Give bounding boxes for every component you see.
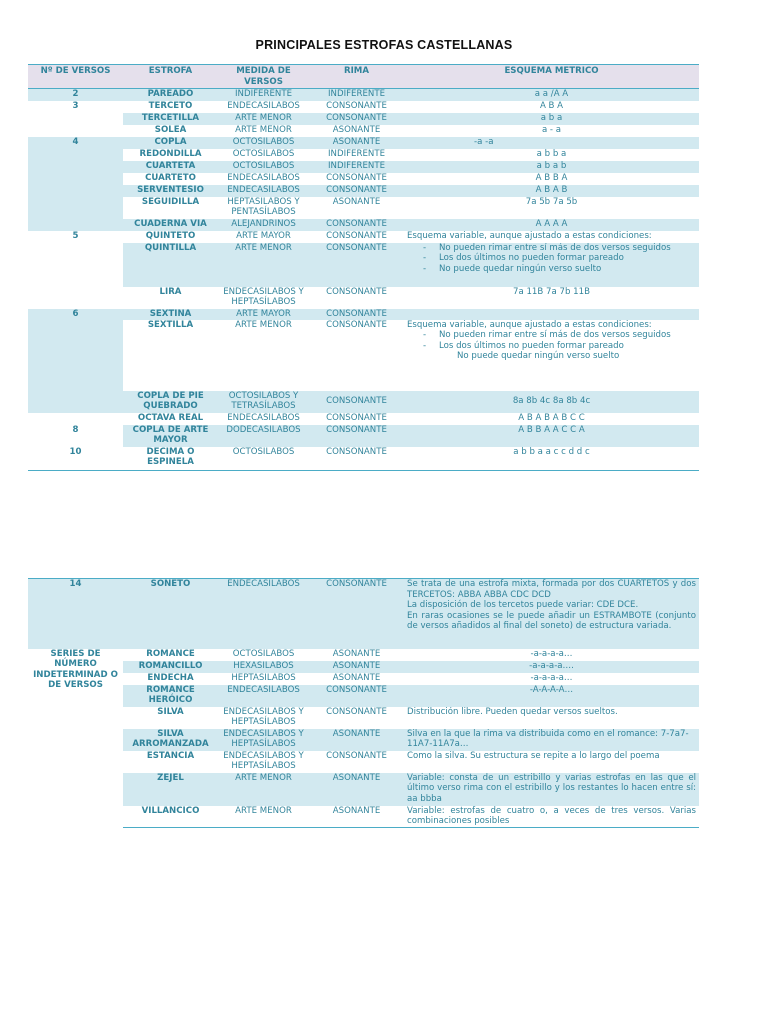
estrofa-name: PAREADO	[123, 89, 218, 101]
table-row	[28, 89, 699, 101]
estrofa-name: CUARTETO	[145, 172, 196, 183]
medida-value: ARTE MENOR	[218, 806, 309, 828]
group-number	[28, 413, 123, 425]
esquema-value: Variable: consta de un estribillo y varias estrofas en las que el último verso rima con el estribillo y los restantes lo hacen entre sí: aa bbba	[404, 773, 699, 806]
table-row	[28, 309, 699, 320]
medida-value: ENDECASÍLABOS Y HEPTASÍLABOS	[223, 750, 304, 772]
esquema-value: -a-a-a-a….	[404, 661, 699, 673]
rima-value: CONSONANTE	[309, 685, 404, 707]
rima-value: ASONANTE	[309, 773, 404, 806]
header-medida: MEDIDA DE VERSOS	[218, 65, 309, 89]
table-row	[28, 125, 699, 137]
estrofa-name: COPLA	[123, 137, 218, 149]
esquema-value: A B A	[539, 100, 564, 111]
table-row	[28, 161, 699, 173]
esquema-value: A A A A	[404, 219, 699, 231]
rima-value: INDIFERENTE	[309, 89, 404, 101]
medida-value: ENDECASÍLABOS	[227, 172, 300, 183]
medida-value: ALEJANDRINOS	[218, 219, 309, 231]
esquema-value: -A-A-A-A…	[404, 685, 699, 707]
table-row	[28, 320, 699, 391]
esquema-value: a - a	[541, 124, 562, 135]
table-row	[28, 729, 699, 751]
rima-value: CONSONANTE	[326, 286, 387, 297]
table-row	[28, 649, 699, 661]
rima-value: INDIFERENTE	[309, 161, 404, 173]
medida-value: ARTE MAYOR	[218, 309, 309, 320]
condition-item: - No pueden rimar entre sí más de dos versos seguidos	[407, 330, 696, 341]
esquema-value: Distribución libre. Pueden quedar versos sueltos.	[407, 706, 618, 717]
rima-value: CONSONANTE	[326, 230, 387, 241]
table-row	[28, 751, 699, 773]
medida-value: OCTOSÍLABOS	[218, 447, 309, 471]
rima-value: CONSONANTE	[309, 425, 404, 447]
table-row	[28, 231, 699, 243]
table-row	[28, 773, 699, 806]
estrofa-name: COPLA DE ARTE MAYOR	[123, 425, 218, 447]
medida-value: ARTE MENOR	[218, 773, 309, 806]
esquema-description	[404, 579, 699, 649]
estrofa-name: SILVA	[157, 706, 184, 717]
estrofa-name: VILLANCICO	[123, 806, 218, 828]
esquema-value: a b b a a c c d d c	[404, 447, 699, 471]
medida-value: ENDECASÍLABOS	[218, 185, 309, 197]
estrofa-name: REDONDILLA	[139, 148, 202, 159]
group-number: 3	[72, 100, 79, 111]
rima-value: CONSONANTE	[309, 579, 404, 649]
medida-value: OCTOSÍLABOS	[218, 137, 309, 149]
medida-value: ENDECASÍLABOS	[227, 100, 300, 111]
table-row	[28, 287, 699, 309]
estrofa-name: QUINTETO	[145, 230, 196, 241]
esquema-value: A B B A A C C A	[404, 425, 699, 447]
table-row	[28, 661, 699, 673]
esquema-line: La disposición de los tercetos puede variar: CDE DCE.	[407, 600, 639, 611]
estrofa-name: TERCETILLA	[123, 113, 218, 125]
rima-value: ASONANTE	[309, 661, 404, 673]
esquema-value	[404, 309, 699, 320]
table-row	[28, 101, 699, 113]
rima-value: CONSONANTE	[309, 113, 404, 125]
medida-value: HEXASÍLABOS	[218, 661, 309, 673]
esquema-conditions	[404, 320, 699, 391]
rima-value: ASONANTE	[309, 806, 404, 828]
table-row	[28, 806, 699, 828]
condition-item: - No pueden rimar entre sí más de dos versos seguidos	[407, 243, 696, 254]
esquema-value: A B A B A B C C	[518, 412, 585, 423]
header-row	[28, 65, 699, 89]
esquema-value: Silva en la que la rima va distribuida como en el romance: 7-7a7-11A7-11A7a…	[404, 729, 699, 751]
medida-value: ENDECASÍLABOS Y HEPTASÍLABOS	[223, 286, 304, 308]
rima-value: CONSONANTE	[326, 172, 387, 183]
group-number: 4	[28, 137, 123, 231]
table-row	[28, 707, 699, 729]
esquema-value: -a-a-a-a…	[530, 648, 573, 659]
estrofa-name: CUADERNA VÍA	[123, 219, 218, 231]
rima-value: CONSONANTE	[326, 706, 387, 717]
esquema-value: a b b a	[536, 148, 567, 159]
esquema-value: A B A B	[404, 185, 699, 197]
table-row	[28, 137, 699, 149]
esquema-value: -a-a-a-a…	[530, 672, 573, 683]
rima-value: CONSONANTE	[326, 100, 387, 111]
estrofa-name: ROMANCILLO	[123, 661, 218, 673]
table-row	[28, 185, 699, 197]
medida-value: OCTOSÍLABOS	[218, 161, 309, 173]
rima-value: CONSONANTE	[326, 319, 387, 330]
estrofa-name: ZÉJEL	[123, 773, 218, 806]
medida-value: ENDECASÍLABOS	[227, 412, 300, 423]
medida-value: ENDECASÍLABOS	[218, 685, 309, 707]
rima-value: ASONANTE	[309, 137, 404, 149]
table-row	[28, 391, 699, 413]
group-number: 14	[28, 579, 123, 649]
estrofa-name: SILVA ARROMANZADA	[123, 729, 218, 751]
medida-value: HEPTASÍLABOS Y PENTASÍLABOS	[227, 196, 300, 218]
estrofas-table-continued	[28, 578, 699, 828]
rima-value: CONSONANTE	[309, 219, 404, 231]
esquema-value: 8a 8b 4c 8a 8b 4c	[404, 391, 699, 413]
condition-item: - Los dos últimos no pueden formar pareado	[407, 341, 696, 352]
medida-value: ARTE MENOR	[235, 319, 292, 330]
table-row	[28, 243, 699, 287]
esquema-value: 7a 5b 7a 5b	[525, 196, 578, 207]
medida-value: ARTE MENOR	[235, 124, 292, 135]
table-row	[28, 149, 699, 161]
header-versos: Nº DE VERSOS	[28, 65, 123, 89]
table-row	[28, 579, 699, 649]
rima-value: CONSONANTE	[309, 243, 404, 287]
rima-value: ASONANTE	[309, 729, 404, 751]
estrofa-name: ROMANCE	[146, 648, 195, 659]
group-number: 6	[28, 309, 123, 413]
esquema-value: a b a b	[404, 161, 699, 173]
rima-value: CONSONANTE	[309, 185, 404, 197]
rima-value: INDIFERENTE	[328, 148, 385, 159]
medida-value: ENDECASÍLABOS Y HEPTASÍLABOS	[218, 729, 309, 751]
table-row	[28, 447, 699, 471]
group-number: 8	[28, 425, 123, 447]
estrofa-name: ROMANCE HERÓICO	[123, 685, 218, 707]
medida-value: OCTOSÍLABOS	[232, 648, 295, 659]
medida-value: HEPTASÍLABOS	[231, 672, 296, 683]
estrofa-name: QUINTILLA	[123, 243, 218, 287]
medida-value: DODECASÍLABOS	[218, 425, 309, 447]
rima-value: CONSONANTE	[309, 391, 404, 413]
medida-value: ARTE MENOR	[218, 243, 309, 287]
rima-value: ASONANTE	[332, 672, 381, 683]
estrofa-name: SERVENTESIO	[123, 185, 218, 197]
medida-value: ENDECASÍLABOS Y HEPTASÍLABOS	[223, 706, 304, 728]
esquema-value: a a /A A	[404, 89, 699, 101]
medida-value: ARTE MENOR	[218, 113, 309, 125]
table-row	[28, 197, 699, 219]
table-row	[28, 673, 699, 685]
estrofa-name: SEGUIDILLA	[141, 196, 200, 207]
condition-item: - No puede quedar ningún verso suelto	[407, 264, 696, 275]
esquema-value: Como la silva. Su estructura se repite a lo largo del poema	[407, 750, 660, 761]
rima-value: ASONANTE	[332, 196, 381, 207]
estrofa-name: CUARTETA	[123, 161, 218, 173]
group-number: 10	[28, 447, 123, 471]
table-row	[28, 413, 699, 425]
rima-value: ASONANTE	[332, 124, 381, 135]
group-number: 2	[28, 89, 123, 101]
estrofa-name: SEXTINA	[123, 309, 218, 320]
esquema-line: En raras ocasiones se le puede añadir un ESTRAMBOTE (conjunto de versos añadidos al final del soneto) de estructura variada.	[407, 610, 696, 632]
esquema-value: -a -a	[404, 137, 699, 149]
header-esquema: ESQUEMA METRICO	[404, 65, 699, 89]
table-row	[28, 173, 699, 185]
medida-value: ARTE MAYOR	[236, 230, 291, 241]
table-row	[28, 425, 699, 447]
estrofa-name: ENDECHA	[147, 672, 194, 683]
esquema-value: a b a	[404, 113, 699, 125]
rima-value: ASONANTE	[332, 648, 381, 659]
medida-value: ENDECASÍLABOS	[218, 579, 309, 649]
estrofa-name: TERCETO	[148, 100, 193, 111]
condition-item: - Los dos últimos no pueden formar pareado	[407, 253, 696, 264]
table-row	[28, 219, 699, 231]
esquema-line: Se trata de una estrofa mixta, formada por dos CUARTETOS y dos TERCETOS: ABBA ABBA CDC DCD	[407, 579, 696, 600]
estrofa-name: OCTAVA REAL	[137, 412, 204, 423]
esquema-value: 7a 11B 7a 7b 11B	[513, 286, 590, 297]
table-row	[28, 685, 699, 707]
esquema-value: Esquema variable, aunque ajustado a estas condiciones:	[407, 230, 652, 241]
esquema-value: A B B A	[535, 172, 568, 183]
esquema-conditions	[404, 243, 699, 287]
condition-item: No puede quedar ningún verso suelto	[457, 351, 620, 362]
estrofa-name: COPLA DE PIE QUEBRADO	[123, 391, 218, 413]
estrofa-name: SEXTILLA	[147, 319, 194, 330]
esquema-value: Variable: estrofas de cuatro o, a veces de tres versos. Varias combinaciones posibles	[404, 806, 699, 828]
header-rima: RIMA	[309, 65, 404, 89]
rima-value: CONSONANTE	[309, 309, 404, 320]
estrofa-name: ESTANCIA	[146, 750, 195, 761]
header-estrofa: ESTROFA	[123, 65, 218, 89]
rima-value: CONSONANTE	[326, 412, 387, 423]
medida-value: OCTOSÍLABOS	[232, 148, 295, 159]
medida-value: OCTOSÍLABOS Y TETRASÍLABOS	[218, 391, 309, 413]
rima-value: CONSONANTE	[309, 447, 404, 471]
page-title: PRINCIPALES ESTROFAS CASTELLANAS	[255, 38, 513, 52]
medida-value: INDIFERENTE	[218, 89, 309, 101]
esquema-intro: Esquema variable, aunque ajustado a estas condiciones:	[407, 319, 652, 330]
estrofa-name: SOLEÁ	[154, 124, 187, 135]
table-row	[28, 113, 699, 125]
estrofa-name: DÉCIMA O ESPINELA	[123, 447, 218, 471]
estrofa-name: LIRA	[159, 286, 182, 297]
group-number: 5	[72, 230, 79, 241]
estrofa-name: SONETO	[123, 579, 218, 649]
group-number: SERIES DE NÚMERO INDETERMINAD O DE VERSOS	[33, 648, 118, 691]
rima-value: CONSONANTE	[326, 750, 387, 761]
estrofas-table	[28, 64, 699, 471]
